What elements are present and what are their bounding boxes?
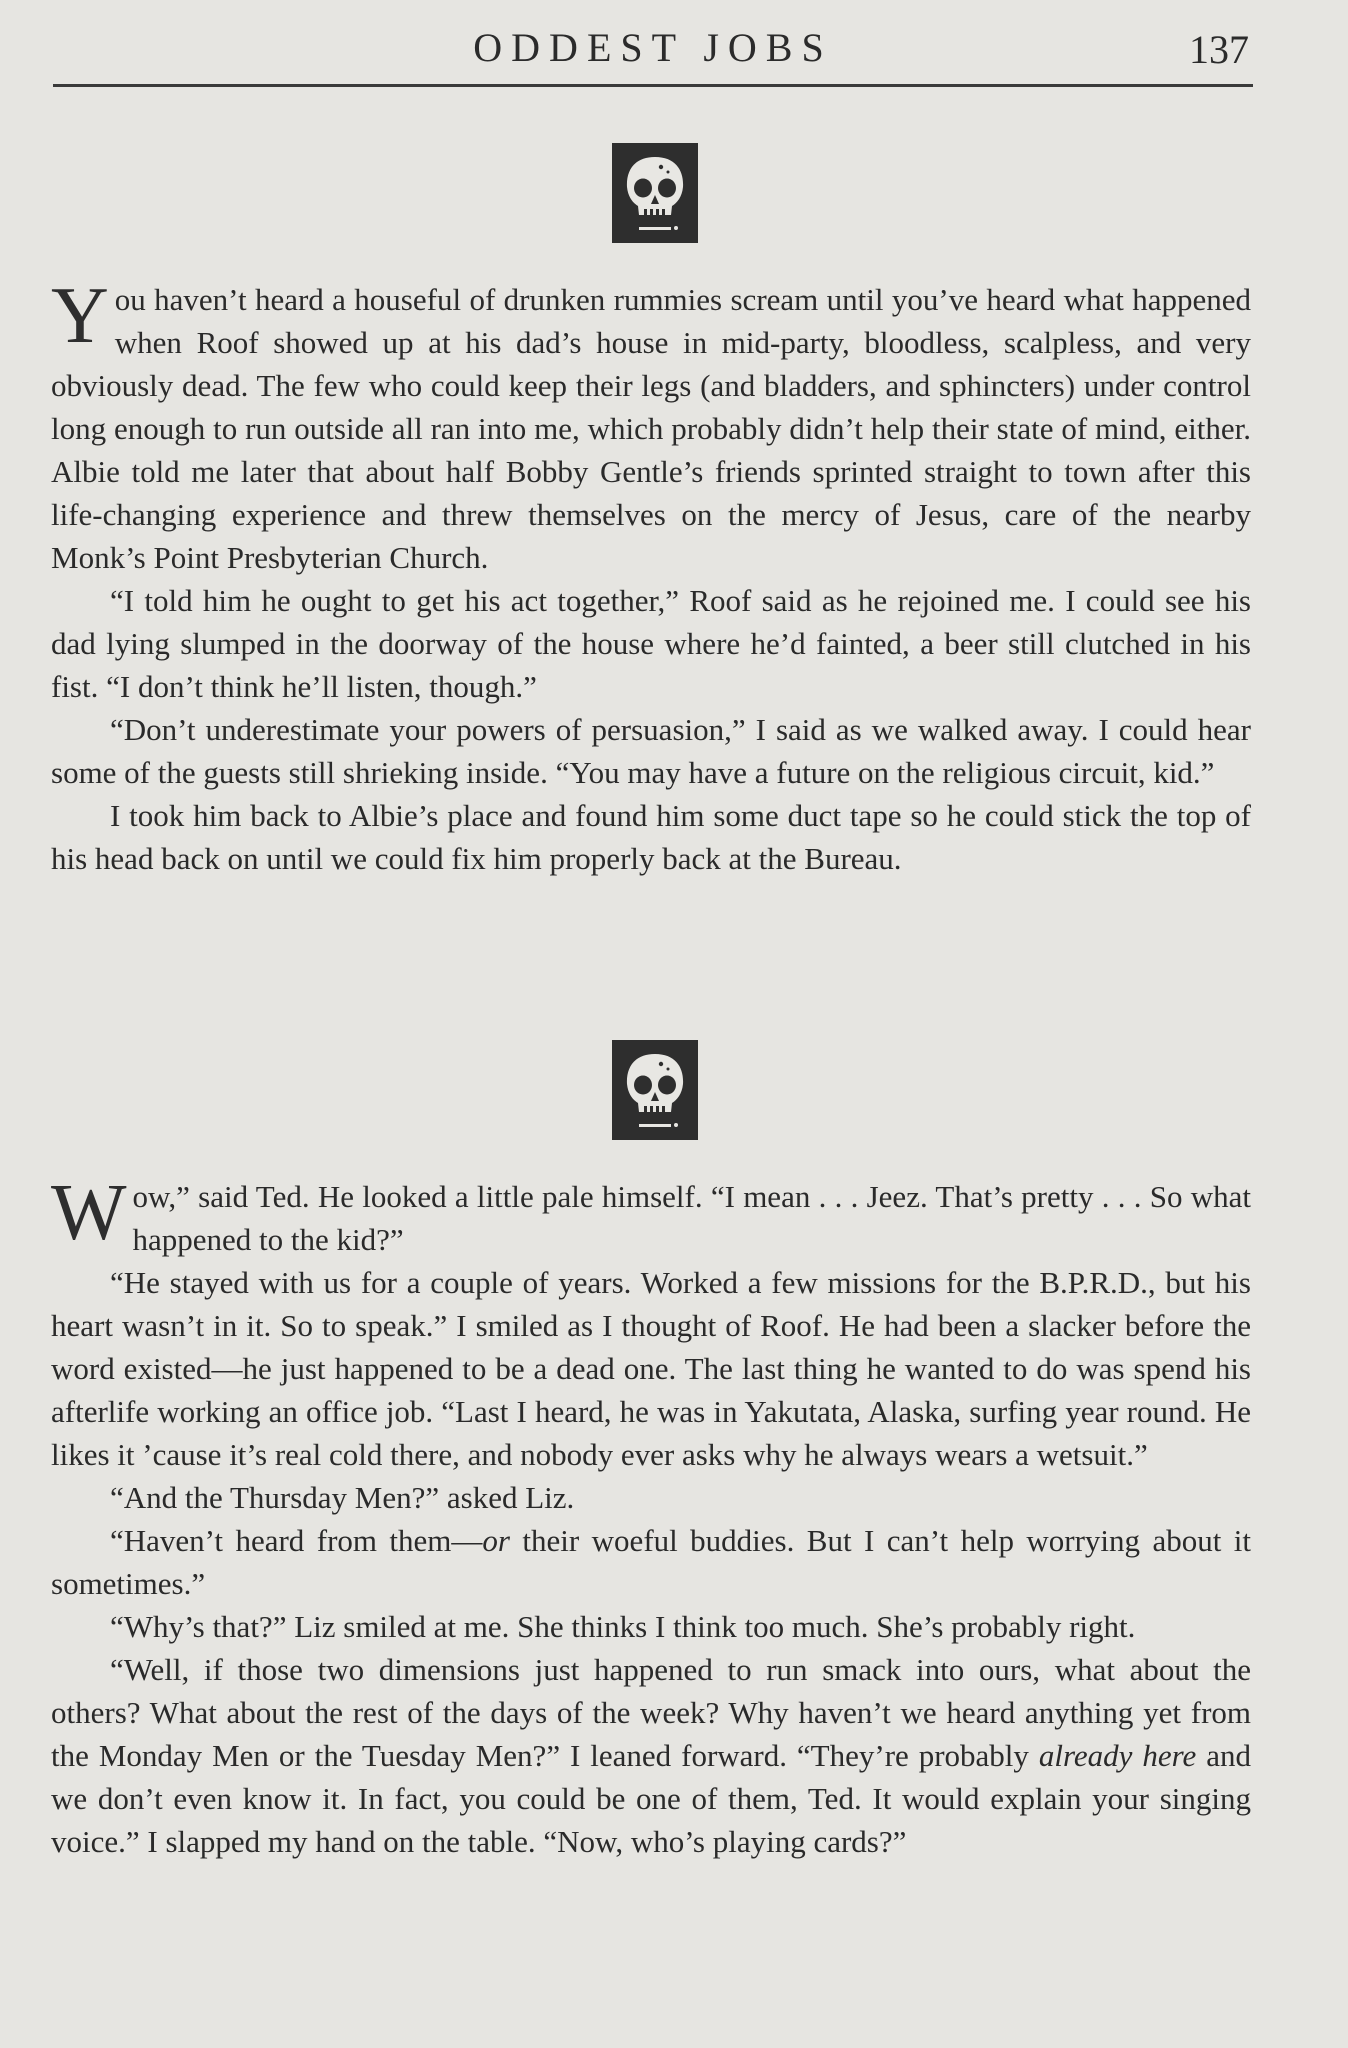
paragraph <box>51 1169 1251 1261</box>
section-two-text <box>51 1169 1251 1863</box>
page-header <box>53 22 1253 87</box>
running-title: ODDEST JOBS <box>473 25 833 70</box>
paragraph: “He stayed with us for a couple of years. Worked a few missions for the B.P.R.D., but his heart wasn’t in it. So to speak.” I smiled as I thought of Roof. He had been a slacker before the word existed—he just happened to be a dead one. The last thing he wanted to do was spend his afterlife working an office job. “Last I heard, he was in Yakutata, Alaska, surfing year round. He likes it ’cause it’s real cold there, and nobody ever asks why he always wears a wetsuit.” <box>51 1265 1251 1472</box>
drop-cap: Y <box>51 272 109 360</box>
drop-cap: W <box>51 1169 127 1257</box>
paragraph <box>51 1648 1251 1863</box>
paragraph: “Don’t underestimate your powers of persuasion,” I said as we walked away. I could hear some of the guests still shrieking inside. “You may have a future on the religious circuit, kid.” <box>51 712 1251 790</box>
paragraph: “I told him he ought to get his act together,” Roof said as he rejoined me. I could see his dad lying slumped in the doorway of the house where he’d fainted, a beer still clutched in his fist. “I don’t think he’ll listen, though.” <box>51 583 1251 704</box>
paragraph-text: ou haven’t heard a houseful of drunken rummies scream until you’ve heard what happened when Roof showed up at his dad’s house in mid-party, bloodless, scalpless, and very obviously dead. The few who could keep their legs (and bladders, and sphincters) under control long enough to run outside all ran into me, which probably didn’t help their state of mind, either. Albie told me later that about half Bobby Gentle’s friends sprinted straight to town after this life-changing experience and threw themselves on the mercy of Jesus, care of the nearby Monk’s Point Presbyterian Church. <box>51 282 1251 575</box>
text-run: “Haven’t heard from them— <box>110 1523 483 1558</box>
page-number: 137 <box>1189 27 1249 72</box>
text-run: “Well, if those two dimensions just happened to run smack into ours, what about the others? What about the rest of the days of the week? Why haven’t we heard anything yet from the Monday Men or the Tuesday Men?” I leaned forward. “They’re probably <box>51 1652 1251 1773</box>
section-one-text <box>51 272 1251 880</box>
skull-icon <box>612 1040 698 1140</box>
paragraph <box>51 1519 1251 1605</box>
italic-text: already here <box>1038 1738 1197 1773</box>
text-run: and we don’t even know it. In fact, you could be one of them, Ted. It would explain your singing voice.” I slapped my hand on the table. “Now, who’s playing cards?” <box>51 1738 1251 1859</box>
paragraph: I took him back to Albie’s place and found him some duct tape so he could stick the top of his head back on until we could fix him properly back at the Bureau. <box>51 798 1251 876</box>
paragraph <box>51 272 1251 579</box>
paragraph: “Why’s that?” Liz smiled at me. She thinks I think too much. She’s probably right. <box>110 1609 1136 1644</box>
paragraph-text: ow,” said Ted. He looked a little pale himself. “I mean . . . Jeez. That’s pretty . . . So what happened to the kid?” <box>132 1179 1251 1257</box>
skull-icon <box>612 143 698 243</box>
paragraph: “And the Thursday Men?” asked Liz. <box>110 1480 575 1515</box>
text-run: their woeful buddies. But I can’t help worrying about it sometimes.” <box>51 1523 1251 1601</box>
italic-text: or <box>482 1523 510 1558</box>
